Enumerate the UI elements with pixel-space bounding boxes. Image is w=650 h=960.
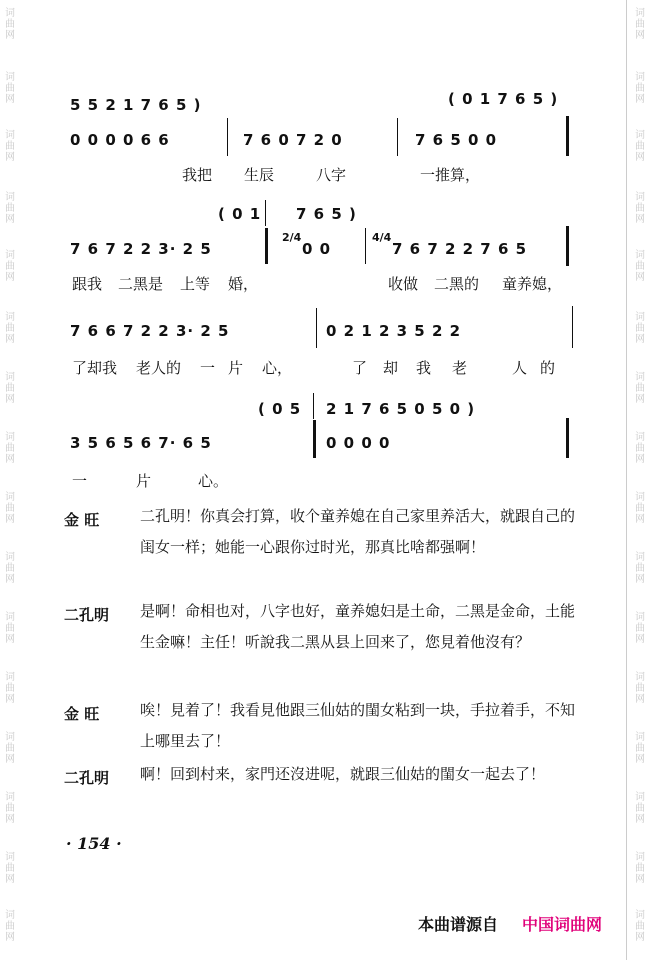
- lyric: 一: [200, 359, 216, 377]
- watermark-text: 词曲网: [5, 432, 15, 465]
- upper-notes: ( 0 5: [258, 400, 302, 418]
- page-number: · 154 ·: [66, 834, 122, 853]
- lyric: 一: [72, 472, 88, 490]
- watermark-text: 词曲网: [635, 432, 645, 465]
- upper-notes: 5 5 2 1 7 6 5 ): [70, 96, 202, 114]
- watermark-text: 词曲网: [635, 492, 645, 525]
- upper-notes: 2 1 7 6 5 0 5 0 ): [326, 400, 476, 418]
- lyric: 的: [540, 359, 556, 377]
- notes: 3 5 6 5 6 7· 6 5: [70, 434, 212, 452]
- speaker-name: 金 旺: [64, 705, 100, 723]
- barline: [227, 118, 228, 156]
- watermark-text: 词曲网: [5, 372, 15, 405]
- watermark-text: 词曲网: [635, 192, 645, 225]
- watermark-text: 词曲网: [635, 312, 645, 345]
- lyric: 跟我: [72, 275, 103, 293]
- watermark-text: 词曲网: [635, 910, 645, 943]
- upper-notes: ( 0 1: [218, 205, 262, 223]
- barline-end: [566, 226, 569, 266]
- watermark-text: 词曲网: [5, 910, 15, 943]
- watermark-text: 词曲网: [5, 130, 15, 163]
- watermark-text: 词曲网: [5, 192, 15, 225]
- watermark-text: 词曲网: [635, 552, 645, 585]
- barline-end: [566, 418, 569, 458]
- source-site-link[interactable]: 中国词曲网: [522, 915, 603, 934]
- watermark-text: 词曲网: [5, 72, 15, 105]
- lyric: 童养媳，: [502, 275, 563, 293]
- speaker-name: 金 旺: [64, 511, 100, 529]
- lyric: 一推算，: [420, 166, 481, 184]
- dialogue-text: 二孔明！你真会打算，收个童养媳在自己家里养活大，就跟自己的闺女一样；她能一心跟你过时光，那真比啥都强啊！: [140, 507, 576, 556]
- lyric: 了却我: [72, 359, 118, 377]
- barline: [397, 118, 398, 156]
- lyric: 我把: [182, 166, 213, 184]
- notes: 0 0 0 0 6 6: [70, 131, 170, 149]
- watermark-text: 词曲网: [5, 250, 15, 283]
- barline-end: [566, 116, 569, 156]
- watermark-text: 词曲网: [635, 612, 645, 645]
- watermark-text: 词曲网: [635, 852, 645, 885]
- barline-double: [313, 420, 316, 458]
- watermark-text: 词曲网: [5, 672, 15, 705]
- watermark-text: 词曲网: [635, 672, 645, 705]
- lyric: 老: [452, 359, 468, 377]
- right-margin-rule: [626, 0, 627, 960]
- dialogue-text: 是啊！命相也对，八字也好，童养媳妇是土命，二黑是金命，土能生金嘛！主任！听說我二黑从县上回来了，您見着他沒有？: [140, 602, 576, 651]
- dialogue-text: 唉！見着了！我看見他跟三仙姑的閨女粘到一块，手拉着手，不知上哪里去了！: [140, 701, 576, 750]
- barline-double: [265, 228, 268, 264]
- watermark-text: 词曲网: [635, 72, 645, 105]
- speaker-name: 二孔明: [64, 769, 110, 787]
- watermark-text: 词曲网: [635, 792, 645, 825]
- barline: [313, 393, 314, 419]
- watermark-text: 词曲网: [635, 732, 645, 765]
- watermark-text: 词曲网: [5, 492, 15, 525]
- lyric: 却: [383, 359, 399, 377]
- upper-notes: ( 0 1 7 6 5 ): [448, 90, 559, 108]
- watermark-text: 词曲网: [635, 130, 645, 163]
- watermark-text: 词曲网: [5, 852, 15, 885]
- watermark-text: 词曲网: [5, 8, 15, 41]
- barline: [265, 200, 266, 226]
- lyric: 了: [352, 359, 368, 377]
- lyric: 上等: [180, 275, 211, 293]
- barline: [365, 228, 366, 264]
- lyric: 片: [228, 359, 244, 377]
- time-signature: 4/4: [372, 231, 392, 244]
- watermark-text: 词曲网: [5, 552, 15, 585]
- watermark-text: 词曲网: [5, 792, 15, 825]
- notes: 0 0: [302, 240, 332, 258]
- lyric: 婚，: [228, 275, 259, 293]
- dialogue-text: 啊！回到村来，家門还沒进呢，就跟三仙姑的閨女一起去了！: [140, 765, 546, 783]
- watermark-text: 词曲网: [5, 612, 15, 645]
- watermark-text: 词曲网: [635, 250, 645, 283]
- lyric: 老人的: [136, 359, 182, 377]
- lyric: 人: [512, 359, 528, 377]
- notes: 7 6 7 2 2 3· 2 5: [70, 240, 212, 258]
- lyric: 收做: [388, 275, 419, 293]
- watermark-text: 词曲网: [635, 8, 645, 41]
- notes: 7 6 0 7 2 0: [243, 131, 343, 149]
- lyric: 生辰: [244, 166, 275, 184]
- barline: [572, 306, 573, 348]
- lyric: 心，: [262, 359, 293, 377]
- time-signature: 2/4: [282, 231, 302, 244]
- lyric: 二黑的: [434, 275, 480, 293]
- barline: [316, 308, 317, 348]
- lyric: 二黑是: [118, 275, 164, 293]
- notes: 7 6 5 0 0: [415, 131, 498, 149]
- watermark-text: 词曲网: [5, 312, 15, 345]
- lyric: 心。: [198, 472, 229, 490]
- notes: 7 6 7 2 2 7 6 5: [392, 240, 528, 258]
- watermark-text: 词曲网: [5, 732, 15, 765]
- speaker-name: 二孔明: [64, 606, 110, 624]
- lyric: 片: [136, 472, 152, 490]
- notes: 7 6 6 7 2 2 3· 2 5: [70, 322, 230, 340]
- lyric: 我: [416, 359, 432, 377]
- upper-notes: 7 6 5 ): [296, 205, 357, 223]
- notes: 0 2 1 2 3 5 2 2: [326, 322, 462, 340]
- watermark-text: 词曲网: [635, 372, 645, 405]
- source-label: 本曲谱源自: [418, 915, 499, 934]
- notes: 0 0 0 0: [326, 434, 391, 452]
- lyric: 八字: [316, 166, 347, 184]
